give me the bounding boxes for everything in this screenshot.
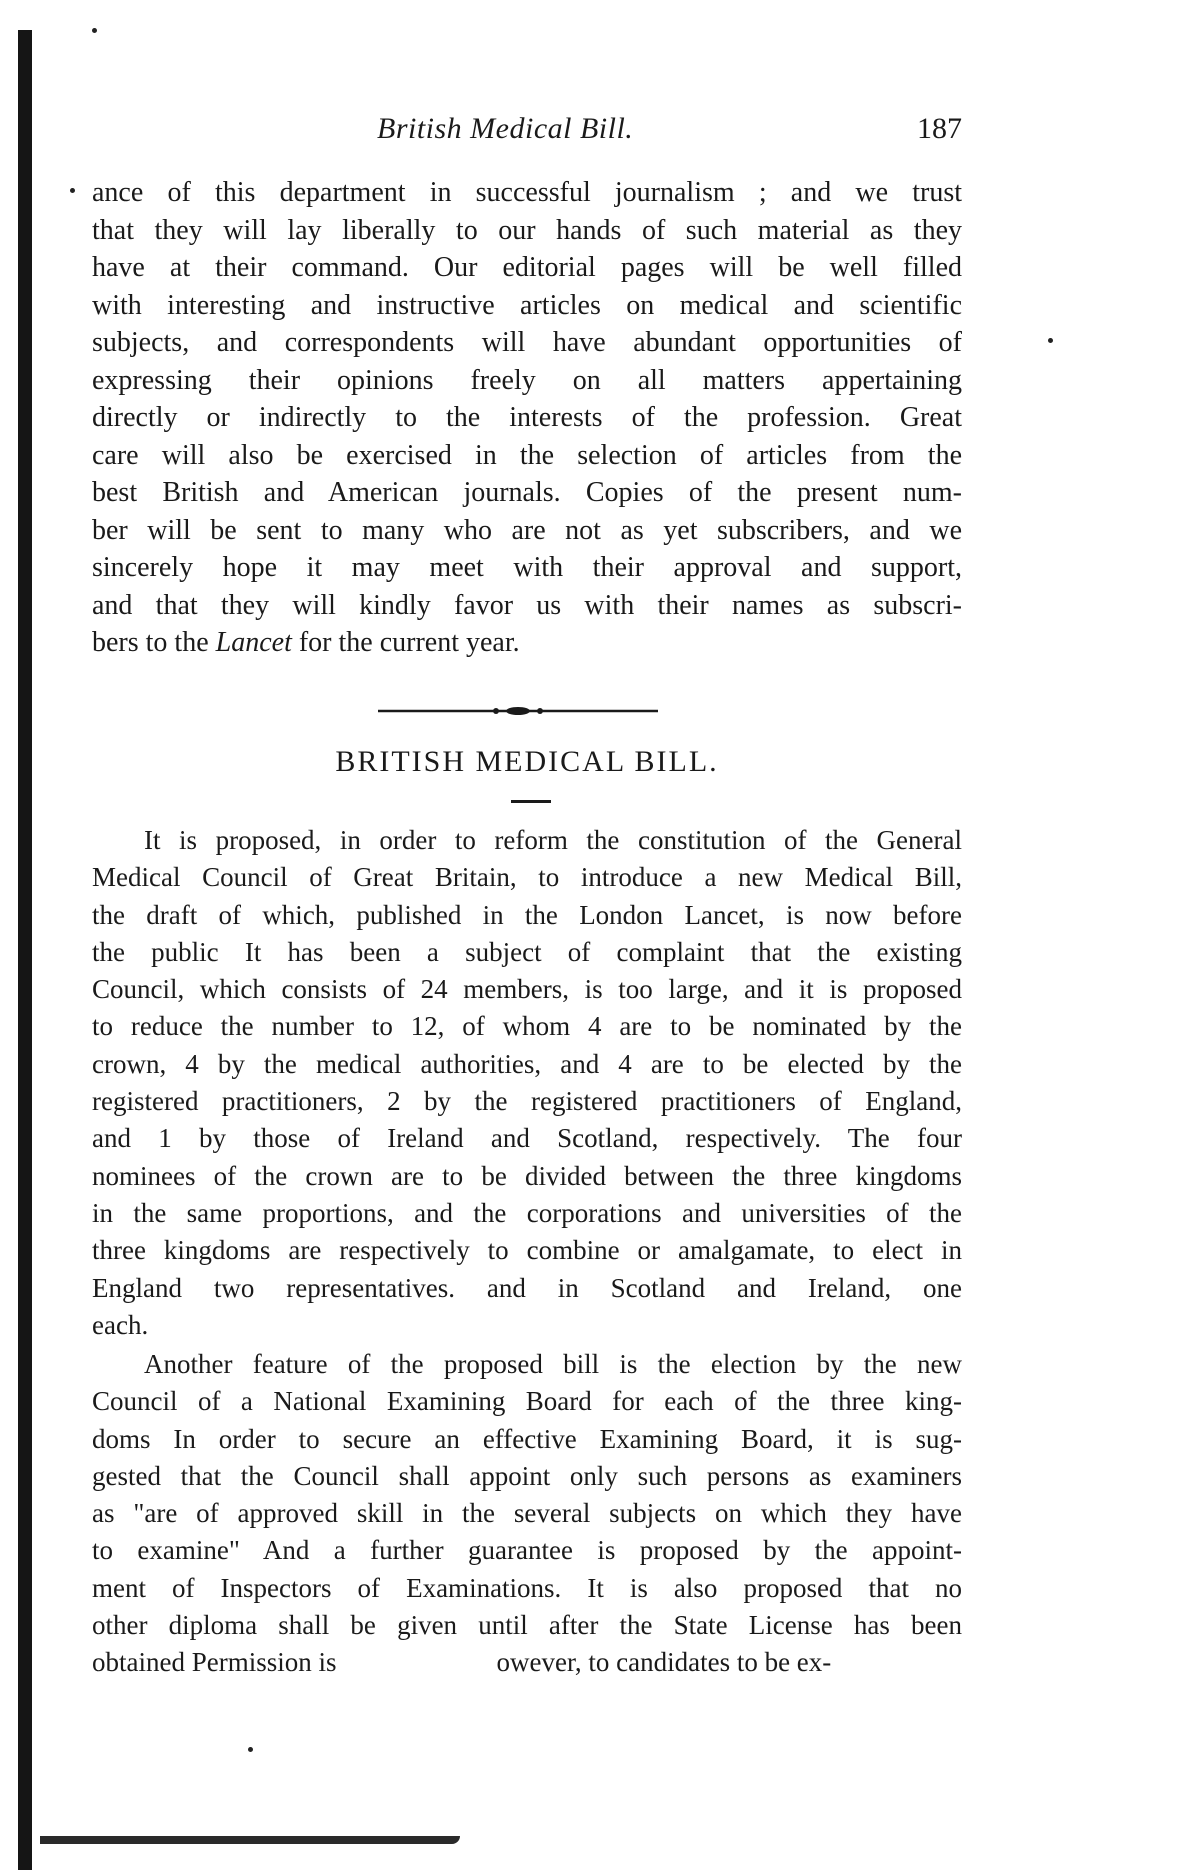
binding-edge-bottom	[40, 1836, 460, 1844]
text-line: registered practitioners, 2 by the registered practitioners of England,	[92, 1086, 962, 1117]
binding-edge	[18, 30, 32, 1870]
text-line: gested that the Council shall appoint only such persons as examiners	[92, 1460, 962, 1491]
heading-rule	[511, 800, 551, 803]
text-line: the public It has been a subject of complaint that the existing	[92, 936, 962, 967]
text-line: ance of this department in successful journalism ; and we trust	[92, 177, 962, 208]
text-line: have at their command. Our editorial pages will be well filled	[92, 252, 962, 283]
text-line: crown, 4 by the medical authorities, and 4 are to be elected by the	[92, 1048, 962, 1079]
page-number: 187	[917, 112, 962, 145]
scan-speck	[92, 28, 97, 33]
text-line: Medical Council of Great Britain, to introduce a new Medical Bill,	[92, 862, 962, 893]
text-line: England two representatives. and in Scotland and Ireland, one	[92, 1272, 962, 1303]
scan-speck	[1048, 338, 1053, 343]
text-line: and 1 by those of Ireland and Scotland, respectively. The four	[92, 1123, 962, 1154]
text-line-partial	[92, 1644, 962, 1681]
text-line: the draft of which, published in the London Lancet, is now before	[92, 899, 962, 930]
paragraph-examining-board	[92, 1346, 962, 1682]
text-fragment: obtained Permission is	[92, 1647, 337, 1678]
text-line: to examine" And a further guarantee is proposed by the appoint-	[92, 1535, 962, 1566]
text-fragment: for the current year.	[291, 627, 520, 658]
text-line: expressing their opinions freely on all matters appertaining	[92, 364, 962, 396]
section-divider-ornament	[378, 704, 658, 718]
section-heading: BRITISH MEDICAL BILL.	[335, 745, 719, 778]
text-line: with interesting and instructive articles on medical and scientific	[92, 289, 962, 321]
text-line: and that they will kindly favor us with their names as subscri-	[92, 589, 962, 621]
journal-name-italic: Lancet	[215, 627, 292, 658]
text-line: in the same proportions, and the corporations and universities of the	[92, 1197, 962, 1228]
text-line: subjects, and correspondents will have abundant opportunities of	[92, 327, 962, 358]
text-line: to reduce the number to 12, of whom 4 are to be nominated by the	[92, 1011, 962, 1042]
paragraph-journal-note	[92, 174, 962, 662]
scan-speck	[70, 188, 75, 193]
text-line: that they will lay liberally to our hands of such material as they	[92, 214, 962, 246]
text-line: three kingdoms are respectively to combine or amalgamate, to elect in	[92, 1235, 962, 1266]
text-line: directly or indirectly to the interests of the profession. Great	[92, 402, 962, 433]
text-fragment: owever, to candidates to be ex-	[496, 1647, 832, 1678]
text-line: best British and American journals. Copies of the present num-	[92, 477, 962, 508]
text-fragment: bers to the	[92, 627, 216, 658]
text-line: as "are of approved skill in the several subjects on which they have	[92, 1498, 962, 1529]
text-line: doms In order to secure an effective Examining Board, it is sug-	[92, 1423, 962, 1454]
text-line: ment of Inspectors of Examinations. It is also proposed that no	[92, 1572, 962, 1603]
text-line-last	[92, 624, 962, 662]
text-line: care will also be exercised in the selection of articles from the	[92, 439, 962, 471]
text-line: Another feature of the proposed bill is the election by the new	[144, 1349, 962, 1379]
text-line: nominees of the crown are to be divided between the three kingdoms	[92, 1160, 962, 1191]
text-line: Council, which consists of 24 members, is too large, and it is proposed	[92, 974, 962, 1005]
text-line: Council of a National Examining Board for each of the three king-	[92, 1386, 962, 1417]
running-head-title: British Medical Bill.	[377, 112, 634, 145]
text-line: It is proposed, in order to reform the constitution of the General	[144, 825, 962, 855]
text-line-last: each.	[92, 1309, 149, 1340]
running-head	[92, 112, 962, 152]
scan-speck	[248, 1747, 253, 1752]
text-line: ber will be sent to many who are not as yet subscribers, and we	[92, 514, 962, 546]
paragraph-bill-proposal	[92, 822, 962, 1344]
text-line: sincerely hope it may meet with their approval and support,	[92, 552, 962, 583]
text-line: other diploma shall be given until after the State License has been	[92, 1610, 962, 1641]
